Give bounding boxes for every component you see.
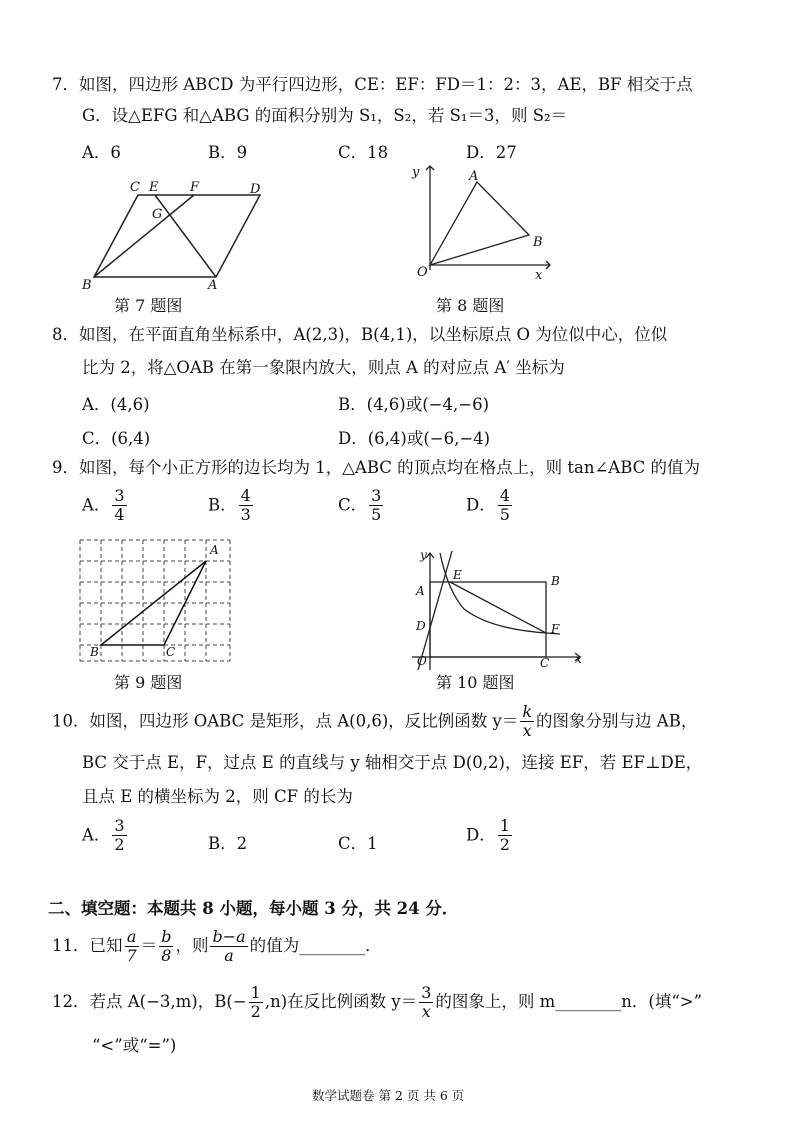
q8-label-o: O (417, 265, 428, 280)
q8-line2: 比为 2，将△OAB 在第一象限内放大，则点 A 的对应点 A′ 坐标为 (82, 358, 565, 377)
q10-option-a: A． $\frac{3}{2}$ (82, 816, 125, 855)
q12-line1: 12．若点 A(−3,m)，B(− $\frac{1}{2}$ ,n)在反比例函数 y＝ $\frac{3}{x}$ 的图象上，则 m________n．(填“>” (52, 982, 703, 1021)
q10-option-c: C．1 (338, 834, 378, 853)
q7-label-b: B (82, 278, 92, 293)
q11-line: 11．已知 $\frac{a}{7}$ ＝ $\frac{b}{8}$ ，则 $\frac{b-a}{a}$ 的值为________． (52, 926, 382, 965)
q10-label-d: D (416, 619, 426, 633)
q8-option-b: B．(4,6)或(−4,−6) (338, 395, 490, 414)
q7-line2: G．设△EFG 和△ABG 的面积分别为 S₁，S₂，若 S₁＝3，则 S₂＝ (82, 106, 568, 125)
q9-option-b: B． $\frac{4}{3}$ (208, 486, 251, 525)
q7-label-e: E (149, 180, 159, 195)
q10-label-c: C (540, 656, 550, 670)
q9-label-c: C (166, 645, 176, 659)
q10-label-x: x (575, 652, 582, 666)
q8-option-c: C．(6,4) (82, 429, 151, 448)
q10-label-f: F (551, 622, 560, 636)
section-2-heading: 二、填空题：本题共 8 小题，每小题 3 分，共 24 分． (48, 899, 459, 918)
q12-line2: “<”或“=”) (92, 1036, 177, 1055)
q10-figure (400, 545, 590, 670)
q7-option-c: C．18 (338, 143, 389, 162)
q9-line1: 9．如图，每个小正方形的边长均为 1，△ABC 的顶点均在格点上，则 tan∠ABC 的值为 (52, 458, 701, 477)
q9-figure (70, 530, 240, 670)
page-footer: 数学试题卷 第 2 页 共 6 页 (312, 1088, 465, 1103)
q9-label-b: B (90, 645, 99, 659)
q7-line1: 7．如图，四边形 ABCD 为平行四边形，CE：EF：FD＝1：2：3，AE，BF 相交于点 (52, 75, 693, 94)
q8-option-d: D．(6,4)或(−6,−4) (338, 429, 491, 448)
q8-caption: 第 8 题图 (436, 296, 505, 315)
q8-label-b: B (533, 235, 543, 250)
q10-option-d: D． $\frac{1}{2}$ (466, 816, 510, 855)
q9-option-a: A． $\frac{3}{4}$ (82, 486, 125, 525)
q7-label-a: A (208, 278, 218, 293)
q7-label-f: F (190, 180, 200, 195)
q10-label-a: A (416, 584, 425, 598)
q7-label-c: C (130, 180, 140, 195)
q7-caption: 第 7 题图 (114, 296, 183, 315)
q10-line1: 10．如图，四边形 OABC 是矩形，点 A(0,6)，反比例函数 y＝ $\frac{k}{x}$ 的图象分别与边 AB， (52, 702, 698, 741)
q8-label-a: A (469, 169, 479, 184)
q8-figure (400, 160, 560, 285)
q10-line2: BC 交于点 E，F，过点 E 的直线与 y 轴相交于点 D(0,2)，连接 EF，若 EF⊥DE， (82, 753, 703, 772)
q7-figure (80, 175, 280, 295)
q7-option-b: B．9 (208, 143, 248, 162)
q7-option-a: A．6 (82, 143, 121, 162)
q10-option-b: B．2 (208, 834, 248, 853)
q10-label-y: y (420, 548, 427, 562)
q9-label-a: A (210, 543, 219, 557)
q10-line3: 且点 E 的横坐标为 2，则 CF 的长为 (82, 787, 353, 806)
q8-line1: 8．如图，在平面直角坐标系中，A(2,3)，B(4,1)，以坐标原点 O 为位似中心，位似 (52, 325, 668, 344)
q9-option-d: D． $\frac{4}{5}$ (466, 486, 510, 525)
q7-option-d: D．27 (466, 143, 517, 162)
q9-option-c: C． $\frac{3}{5}$ (338, 486, 382, 525)
q10-label-o: O (417, 654, 427, 668)
q10-label-e: E (453, 568, 462, 582)
q9-caption: 第 9 题图 (114, 673, 183, 692)
q8-option-a: A．(4,6) (82, 395, 150, 414)
q8-label-y: y (412, 165, 420, 180)
q7-label-g: G (152, 207, 163, 222)
q8-label-x: x (535, 268, 543, 283)
q10-label-b: B (551, 574, 560, 588)
q7-label-d: D (250, 182, 261, 197)
q10-caption: 第 10 题图 (436, 673, 515, 692)
